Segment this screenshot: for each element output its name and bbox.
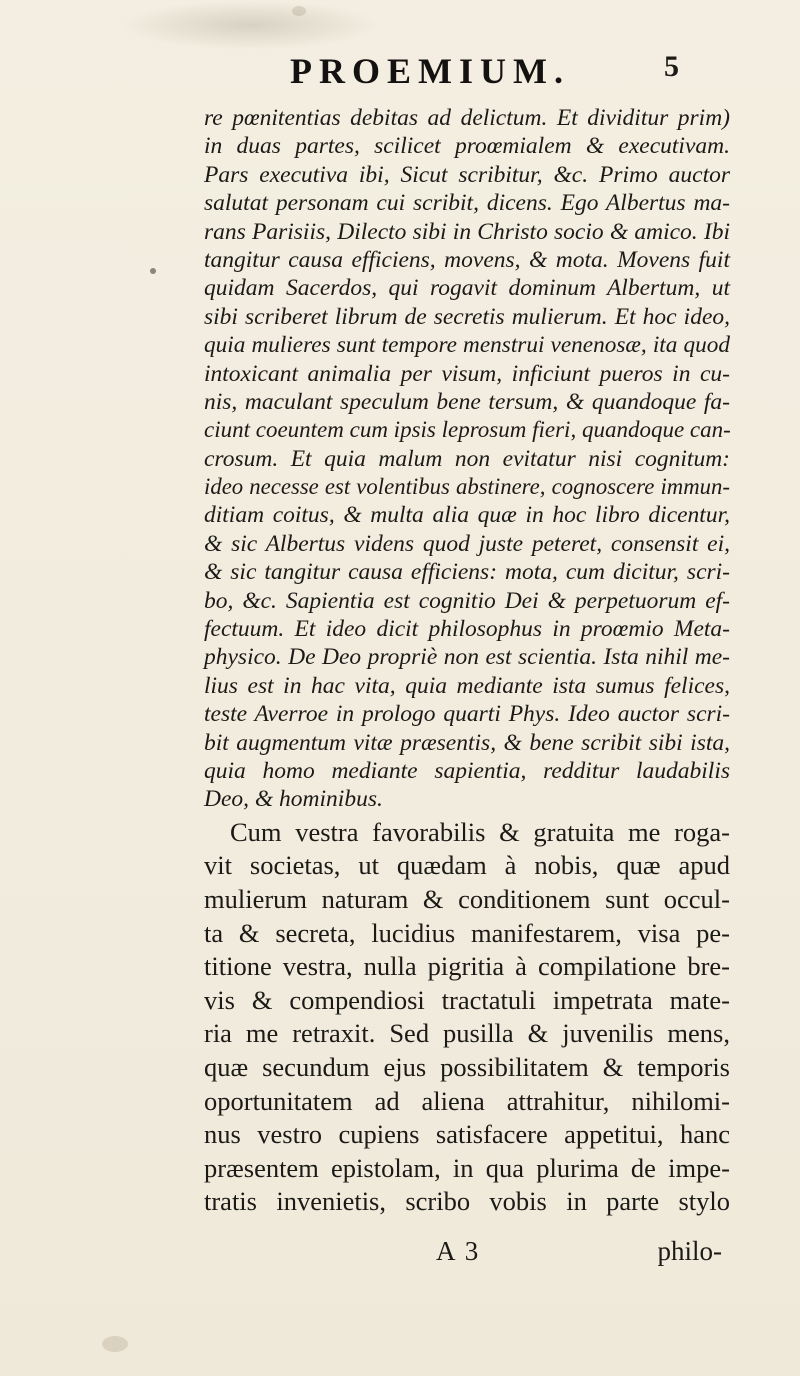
text-line: ta & secreta, lucidius manifestarem, visa pe- <box>204 917 730 948</box>
page-number: 5 <box>664 50 679 83</box>
text-line: bit augmentum vitæ præsentis, & bene scribit sibi ista, <box>204 729 730 756</box>
text-line: salutat personam cui scribit, dicens. Ego Albertus ma- <box>204 190 730 217</box>
text-line: ciunt coeuntem cum ipsis leprosum fieri, quandoque can- <box>204 417 731 443</box>
text-line: mulierum naturam & conditionem sunt occul- <box>204 883 730 914</box>
ink-spot <box>102 1336 128 1352</box>
text-line: quæ secundum ejus possibilitatem & temporis <box>204 1051 730 1082</box>
text-line: quia homo mediante sapientia, redditur laudabilis <box>204 757 730 784</box>
running-title: PROEMIUM. <box>290 51 570 91</box>
text-line: vit societas, ut quædam à nobis, quæ apud <box>204 850 730 881</box>
text-line: ideo necesse est volentibus abstinere, cognoscere immun- <box>204 474 730 500</box>
text-line: ria me retraxit. Sed pusilla & juvenilis mens, <box>204 1018 730 1049</box>
text-line: tratis invenietis, scribo vobis in parte stylo <box>204 1186 730 1217</box>
show-through-stain <box>120 0 380 50</box>
text-line: bo, &c. Sapientia est cognitio Dei & perpetuorum ef- <box>204 587 730 614</box>
text-line: vis & compendiosi tractatuli impetrata mate- <box>204 984 730 1015</box>
ink-spot <box>292 6 306 16</box>
text-line: crosum. Et quia malum non evitatur nisi cognitum: <box>204 445 730 472</box>
catchword: philo- <box>657 1236 722 1266</box>
commentary-paragraph <box>204 104 730 814</box>
text-line: ditiam coitus, & multa alia quæ in hoc libro dicentur, <box>204 502 730 529</box>
main-text <box>204 104 730 1219</box>
text-line: quidam Sacerdos, qui rogavit dominum Albertum, ut <box>204 275 730 302</box>
text-line: quia mulieres sunt tempore menstrui venenosæ, ita quod <box>204 332 730 359</box>
page-footer <box>204 1236 730 1272</box>
text-line: sibi scriberet librum de secretis mulierum. Et hoc ideo, <box>204 303 730 330</box>
ink-spot <box>150 268 156 274</box>
running-head <box>0 48 800 98</box>
text-line: tangitur causa efficiens, movens, & mota. Movens fuit <box>204 246 730 273</box>
text-line: lius est in hac vita, quia mediante ista sumus felices, <box>204 672 730 699</box>
signature-mark: A 3 <box>436 1236 481 1266</box>
text-line: in duas partes, scilicet proœmialem & executivam. <box>204 133 730 160</box>
text-line: Cum vestra favorabilis & gratuita me roga- <box>230 816 730 847</box>
text-line: & sic tangitur causa efficiens: mota, cum dicitur, scri- <box>204 559 730 586</box>
text-line: & sic Albertus videns quod juste peteret, consensit ei, <box>204 530 730 557</box>
text-line: rans Parisiis, Dilecto sibi in Christo socio & amico. Ibi <box>204 218 730 245</box>
letter-paragraph <box>204 816 730 1219</box>
text-line: titione vestra, nulla pigritia à compilatione bre- <box>204 951 730 982</box>
text-line: præsentem epistolam, in qua plurima de impe- <box>204 1152 730 1183</box>
text-line: oportunitatem ad aliena attrahitur, nihilomi- <box>204 1085 730 1116</box>
text-line: Pars executiva ibi, Sicut scribitur, &c. Primo auctor <box>204 161 730 188</box>
text-line-last: Deo, & hominibus. <box>204 786 383 813</box>
text-line: intoxicant animalia per visum, inficiunt pueros in cu- <box>204 360 730 387</box>
text-line: nus vestro cupiens satisfacere appetitui, hanc <box>204 1119 730 1150</box>
text-line: re pœnitentias debitas ad delictum. Et dividitur prim) <box>204 105 730 131</box>
text-line: physico. De Deo propriè non est scientia. Ista nihil me- <box>204 644 730 671</box>
text-line: fectuum. Et ideo dicit philosophus in proœmio Meta- <box>204 616 730 643</box>
text-line: teste Averroe in prologo quarti Phys. Ideo auctor scri- <box>204 701 730 728</box>
text-line: nis, maculant speculum bene tersum, & quandoque fa- <box>204 388 730 415</box>
